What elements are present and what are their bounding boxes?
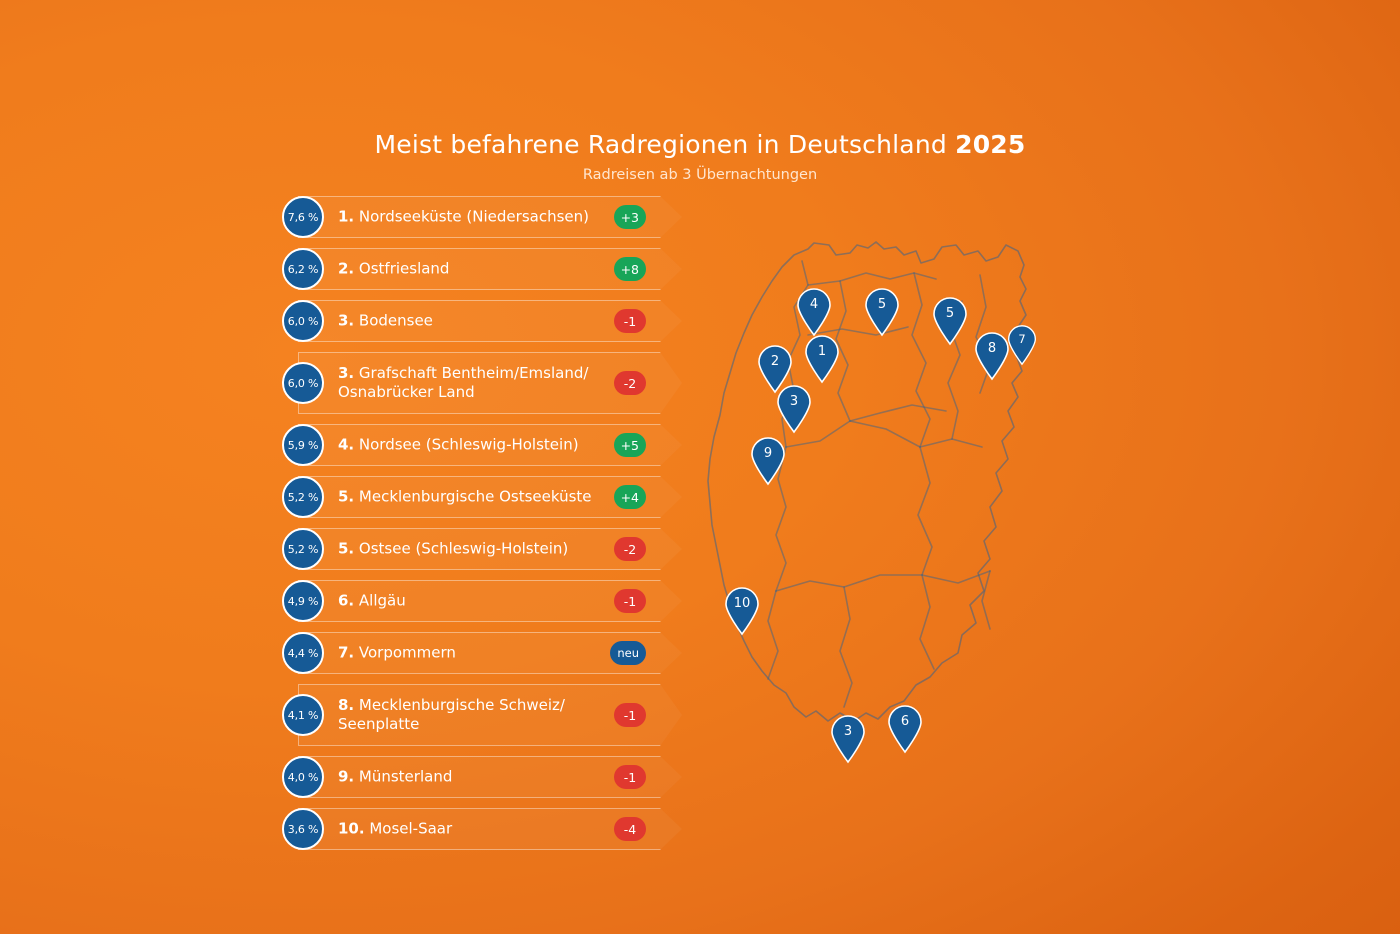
percentage-badge: 6,0 % [282, 362, 324, 404]
ranking-row[interactable] [282, 528, 682, 570]
map-pin[interactable] [750, 437, 786, 485]
percentage-badge: 6,0 % [282, 300, 324, 342]
change-badge: +4 [614, 485, 646, 509]
page-title-year: 2025 [955, 130, 1026, 159]
map-pin-label: 3 [789, 394, 799, 409]
change-badge: neu [610, 641, 646, 665]
map-pin[interactable] [776, 385, 812, 433]
ranking-row[interactable] [282, 808, 682, 850]
rank-position: 2. [338, 259, 355, 278]
percentage-badge: 5,2 % [282, 528, 324, 570]
percentage-badge: 4,0 % [282, 756, 324, 798]
page-title [375, 130, 1026, 160]
region-label [338, 767, 612, 786]
ranking-row[interactable] [282, 300, 682, 342]
rank-position: 10. [338, 819, 365, 838]
region-label [338, 364, 612, 402]
change-badge: -1 [614, 309, 646, 333]
percentage-badge: 6,2 % [282, 248, 324, 290]
ranking-row[interactable] [282, 756, 682, 798]
ranking-row[interactable] [282, 632, 682, 674]
map-pin-label: 4 [809, 297, 819, 312]
region-name: Mosel-Saar [364, 819, 453, 838]
map-pin-label: 5 [877, 297, 887, 312]
change-badge: +5 [614, 433, 646, 457]
region-name: Ostsee (Schleswig-Holstein) [354, 539, 569, 558]
region-name: Grafschaft Bentheim/Emsland/ Osnabrücker Land [338, 363, 589, 401]
map-pin[interactable] [932, 297, 968, 345]
region-label [338, 311, 612, 330]
percentage-badge: 5,9 % [282, 424, 324, 466]
change-badge: -1 [614, 589, 646, 613]
ranking-row[interactable] [282, 352, 682, 414]
map-pin[interactable] [796, 288, 832, 336]
rank-position: 3. [338, 311, 355, 330]
change-badge: +8 [614, 257, 646, 281]
rank-position: 3. [338, 363, 355, 382]
map-pin[interactable] [724, 587, 760, 635]
rank-position: 9. [338, 767, 355, 786]
rank-position: 1. [338, 207, 355, 226]
region-name: Vorpommern [354, 643, 456, 662]
map-pin-label: 9 [763, 446, 773, 461]
change-badge: -2 [614, 371, 646, 395]
rank-position: 7. [338, 643, 355, 662]
page-title-text: Meist befahrene Radregionen in Deutschland [374, 130, 956, 159]
germany-map [690, 215, 1090, 755]
region-label [338, 487, 612, 506]
region-name: Allgäu [354, 591, 406, 610]
percentage-badge: 4,1 % [282, 694, 324, 736]
region-label [338, 819, 612, 838]
ranking-row[interactable] [282, 476, 682, 518]
region-name: Bodensee [354, 311, 433, 330]
map-pin[interactable] [974, 332, 1010, 380]
map-pin-label: 1 [817, 344, 827, 359]
ranking-list [282, 196, 682, 860]
rank-position: 4. [338, 435, 355, 454]
region-name: Nordsee (Schleswig-Holstein) [354, 435, 579, 454]
map-pin[interactable] [887, 705, 923, 753]
ranking-row[interactable] [282, 196, 682, 238]
region-name: Münsterland [354, 767, 453, 786]
region-label [338, 643, 612, 662]
map-pin-label: 10 [733, 596, 751, 611]
map-pin[interactable] [804, 335, 840, 383]
ranking-row[interactable] [282, 248, 682, 290]
map-pin-label: 2 [770, 354, 780, 369]
change-badge: -1 [614, 703, 646, 727]
map-pin-label: 7 [1018, 332, 1026, 346]
region-name: Mecklenburgische Ostseeküste [354, 487, 592, 506]
map-pin[interactable] [830, 715, 866, 763]
change-badge: -4 [614, 817, 646, 841]
page-subtitle: Radreisen ab 3 Übernachtungen [582, 167, 818, 183]
map-pin-label: 6 [900, 714, 910, 729]
region-label [338, 591, 612, 610]
percentage-badge: 7,6 % [282, 196, 324, 238]
region-name: Mecklenburgische Schweiz/ Seenplatte [338, 695, 565, 733]
region-name: Nordseeküste (Niedersachsen) [354, 207, 589, 226]
region-label [338, 696, 612, 734]
map-pin-label: 3 [843, 724, 853, 739]
percentage-badge: 3,6 % [282, 808, 324, 850]
change-badge: -1 [614, 765, 646, 789]
change-badge: +3 [614, 205, 646, 229]
map-pin[interactable] [864, 288, 900, 336]
change-badge: -2 [614, 537, 646, 561]
map-pin-label: 5 [945, 306, 955, 321]
percentage-badge: 4,9 % [282, 580, 324, 622]
percentage-badge: 5,2 % [282, 476, 324, 518]
rank-position: 6. [338, 591, 355, 610]
map-pin-label: 8 [987, 341, 997, 356]
rank-position: 8. [338, 695, 355, 714]
region-label [338, 539, 612, 558]
region-name: Ostfriesland [354, 259, 450, 278]
ranking-row[interactable] [282, 580, 682, 622]
title-block [0, 130, 1400, 183]
rank-position: 5. [338, 487, 355, 506]
map-pin[interactable] [1007, 325, 1037, 365]
region-label [338, 435, 612, 454]
percentage-badge: 4,4 % [282, 632, 324, 674]
ranking-row[interactable] [282, 684, 682, 746]
region-label [338, 207, 612, 226]
region-label [338, 259, 612, 278]
ranking-row[interactable] [282, 424, 682, 466]
rank-position: 5. [338, 539, 355, 558]
